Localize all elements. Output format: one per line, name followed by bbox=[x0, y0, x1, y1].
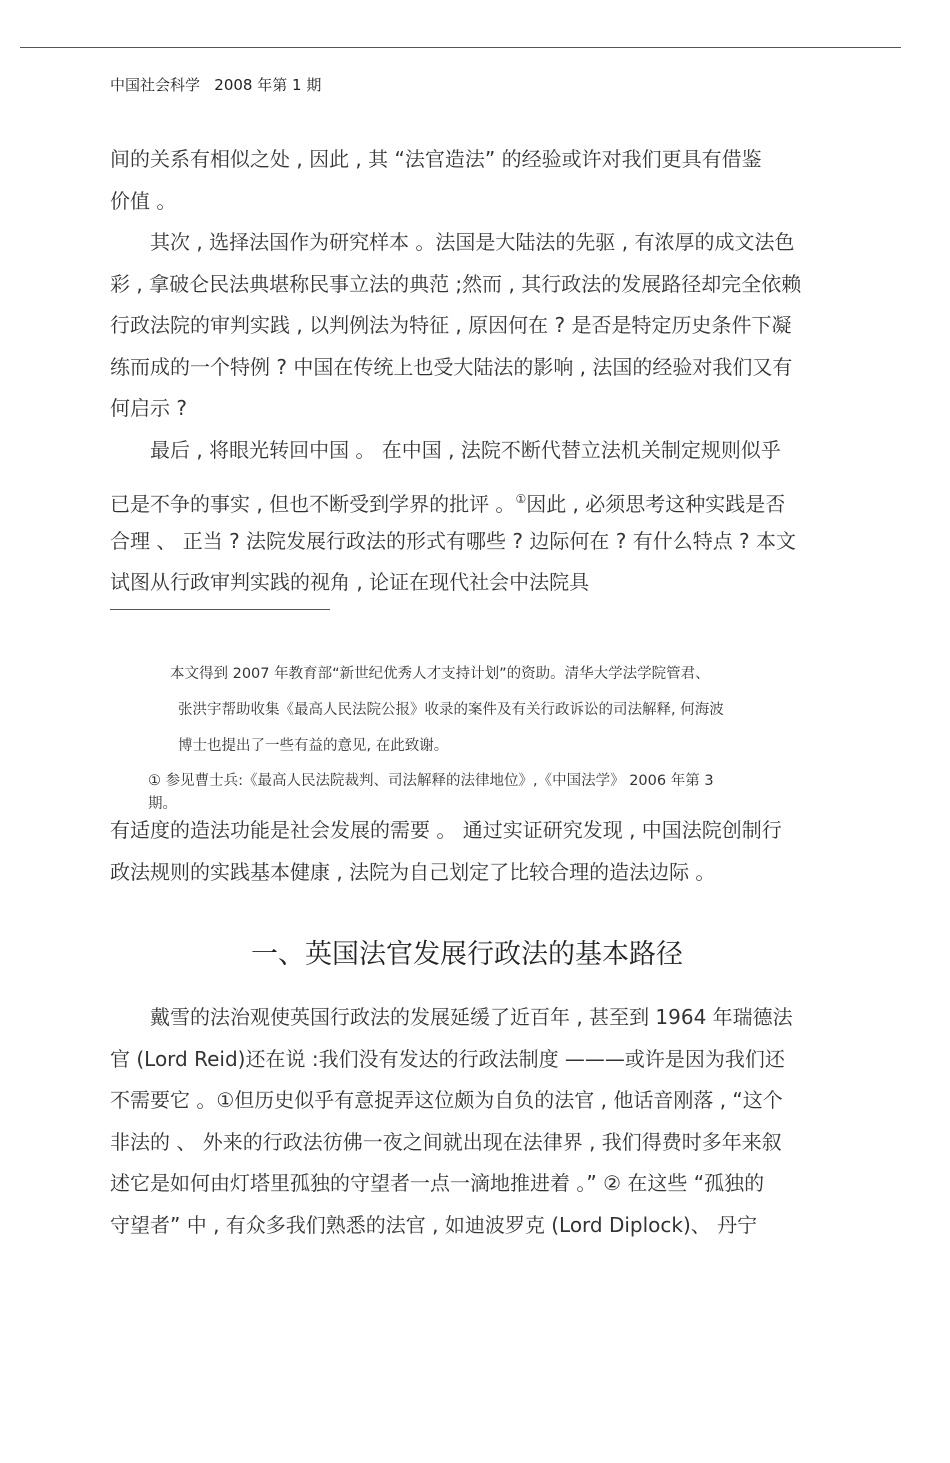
text-segment: 已是不争的事实 , 但也不断受到学界的批评 。 bbox=[110, 492, 516, 516]
text-line: 练而成的一个特例 ? 中国在传统上也受大陆法的影响 , 法国的经验对我们又有 bbox=[110, 354, 793, 379]
text-line: 守望者” 中 , 有众多我们熟悉的法官 , 如迪波罗克 (Lord Diplock)、 丹宁 bbox=[110, 1212, 758, 1237]
text-line: 试图从行政审判实践的视角 , 论证在现代社会中法院具 bbox=[110, 570, 590, 594]
body-paragraphs-top bbox=[110, 139, 832, 604]
text-line: 政法规则的实践基本健康 , 法院为自己划定了比较合理的造法边际 。 bbox=[110, 859, 716, 884]
footnote-separator bbox=[110, 609, 330, 610]
text-line: 非法的 、 外来的行政法彷佛一夜之间就出现在法律界 , 我们得费时多年来叙 bbox=[110, 1129, 782, 1154]
text-line: 彩 , 拿破仑民法典堪称民事立法的典范 ;然而 , 其行政法的发展路径却完全依赖 bbox=[110, 271, 802, 296]
body-paragraphs-middle bbox=[110, 810, 832, 893]
footnote-ack-line: 博士也提出了一些有益的意见, 在此致谢。 bbox=[178, 738, 449, 754]
running-head: 中国社会科学 2008 年第 1 期 bbox=[110, 76, 322, 94]
text-line: 间的关系有相似之处 , 因此 , 其 “法官造法” 的经验或许对我们更具有借鉴 bbox=[110, 147, 762, 171]
text-line: 合理 、 正当 ? 法院发展行政法的形式有哪些 ? 边际何在 ? 有什么特点 ? 本文 bbox=[110, 528, 797, 553]
text-segment: 因此 , 必须思考这种实践是否 bbox=[526, 492, 786, 516]
body-paragraphs-bottom bbox=[110, 997, 832, 1246]
text-line: 有适度的造法功能是社会发展的需要 。 通过实证研究发现 , 中国法院创制行 bbox=[110, 818, 782, 842]
text-line: 价值 。 bbox=[110, 188, 177, 213]
text-line: 行政法院的审判实践 , 以判例法为特征 , 原因何在 ? 是否是特定历史条件下凝 bbox=[110, 313, 792, 337]
footnote-1-line: ① 参见曹士兵:《最高人民法院裁判、司法解释的法律地位》,《中国法学》 2006 年第 3 bbox=[148, 773, 714, 789]
text-line: 戴雪的法治观使英国行政法的发展延缓了近百年 , 甚至到 1964 年瑞德法 bbox=[150, 1005, 793, 1029]
footnote-ack-line: 张洪宇帮助收集《最高人民法院公报》收录的案件及有关行政诉讼的司法解释, 何海波 bbox=[178, 702, 724, 718]
section-heading: 一、英国法官发展行政法的基本路径 bbox=[251, 939, 683, 970]
text-line: 最后 , 将眼光转回中国 。 在中国 , 法院不断代替立法机关制定规则似乎 bbox=[150, 437, 781, 462]
text-line: 其次 , 选择法国作为研究样本 。法国是大陆法的先驱 , 有浓厚的成文法色 bbox=[150, 230, 795, 254]
footnote-marker[interactable]: ① bbox=[515, 492, 527, 506]
text-line: 何启示 ? bbox=[110, 396, 187, 420]
header-rule bbox=[20, 47, 901, 48]
footnote-ack-line: 本文得到 2007 年教育部“新世纪优秀人才支持计划”的资助。清华大学法学院管君、 bbox=[170, 666, 710, 682]
text-line: 不需要它 。①但历史似乎有意捉弄这位颇为自负的法官 , 他话音刚落 , “这个 bbox=[110, 1088, 783, 1112]
text-line: 官 (Lord Reid)还在说 :我们没有发达的行政法制度 ———或许是因为我们还 bbox=[110, 1046, 785, 1071]
footnote-1-line: 期。 bbox=[148, 796, 177, 812]
text-line: 述它是如何由灯塔里孤独的守望者一点一滴地推进着 。” ② 在这些 “孤独的 bbox=[110, 1171, 765, 1195]
text-line-with-footnote bbox=[110, 479, 832, 521]
